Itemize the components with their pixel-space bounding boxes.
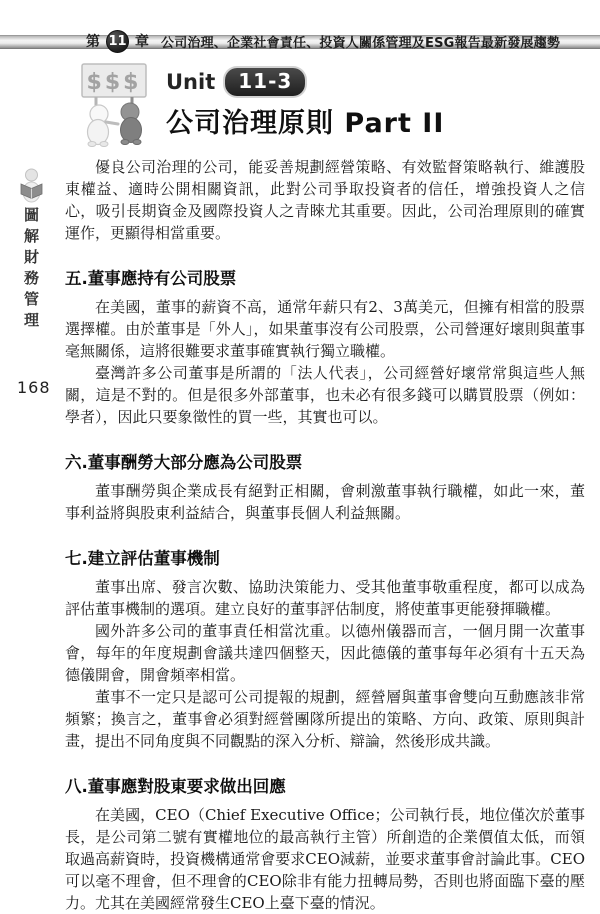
paragraph: 在美國，CEO（Chief Executive Office；公司執行長，地位僅次於董事長，是公司第二號有實權地位的最高執行主管）所創造的企業價值太低，而領取過高薪資時，投資機構通常會要求CEO減薪，並要求董事會討論此事。CEO可以毫不理會，但不理會的CEO除非有能力扭轉局勢，否則也將面臨下臺的壓力。尤其在美國經常發生CEO上臺下臺的情況。 bbox=[65, 806, 585, 912]
paragraph: 董事酬勞與企業成長有絕對正相關，會刺激董事執行職權，如此一來，董事利益將與股東利益結合，與董事長個人利益無關。 bbox=[65, 482, 585, 522]
unit-label: Unit bbox=[166, 70, 216, 94]
section-director-stock bbox=[65, 265, 585, 428]
page-number: 168 bbox=[17, 378, 51, 397]
chapter-number: 11 bbox=[108, 33, 127, 49]
unit-number-badge: 11-3 bbox=[225, 68, 305, 96]
paragraph: 在美國，董事的薪資不高，通常年薪只有2、3萬美元，但擁有相當的股票選擇權。由於董事是「外人」，如果董事沒有公司股票，公司營運好壞則與董事毫無關係，這將很難要求董事確實執行獨立職權。 bbox=[65, 298, 585, 360]
unit-header bbox=[78, 62, 585, 147]
section-director-pay bbox=[65, 449, 585, 524]
chapter-prefix: 第 bbox=[86, 34, 100, 50]
unit-text-block bbox=[166, 62, 444, 140]
chapter-title: 公司治理、企業社會責任、投資人關係管理及ESG報告最新發展趨勢 bbox=[161, 35, 561, 51]
paragraph: 臺灣許多公司董事是所謂的「法人代表」，公司經營好壞常常與這些人無關，這是不對的。但是很多外部董事，也未必有很多錢可以購買股票（例如：學者），因此只要象徵性的買一些，其實也可以。 bbox=[65, 364, 585, 426]
dollar-board-text: $$$ bbox=[86, 70, 142, 95]
book-series-title: 圖解財務管理 bbox=[22, 207, 40, 333]
unit-row bbox=[166, 68, 444, 96]
unit-title: 公司治理原則 Part II bbox=[166, 108, 445, 139]
section-heading: 八.董事應對股東要求做出回應 bbox=[65, 777, 286, 796]
section-heading: 五.董事應持有公司股票 bbox=[65, 269, 237, 288]
paragraph: 董事出席、發言次數、協助決策能力、受其他董事敬重程度，都可以成為評估董事機制的選項。建立良好的董事評估制度，將使董事更能發揮職權。 bbox=[65, 578, 585, 618]
section-shareholder-response bbox=[65, 773, 585, 914]
section-heading: 六.董事酬勞大部分應為公司股票 bbox=[65, 453, 303, 472]
section-director-evaluation bbox=[65, 545, 585, 752]
chapter-suffix: 章 bbox=[135, 34, 149, 50]
section-heading: 七.建立評估董事機制 bbox=[65, 549, 220, 568]
intro-paragraph: 優良公司治理的公司，能妥善規劃經營策略、有效監督策略執行、維護股東權益、適時公開相關資訊，此對公司爭取投資者的信任，增強投資人之信心，吸引長期資金及國際投資人之青睞尤其重要。因此，公司治理原則的確實運作，更顯得相當重要。 bbox=[65, 158, 585, 242]
money-sign-mascot-icon bbox=[78, 62, 152, 147]
paragraph: 國外許多公司的董事責任相當沈重。以德州儀器而言，一個月開一次董事會，每年的年度規劃會議共達四個整天，因此德儀的董事每年必須有十五天為德儀開會，開會頻率相當。 bbox=[65, 622, 585, 684]
main-content bbox=[0, 49, 600, 914]
paragraph: 董事不一定只是認可公司提報的規劃，經營層與董事會雙向互動應該非常頻繁；換言之，董事會必須對經營團隊所提出的策略、方向、政策、原則與計畫，提出不同角度與不同觀點的深入分析、辯論，然後形成共識。 bbox=[65, 688, 585, 750]
